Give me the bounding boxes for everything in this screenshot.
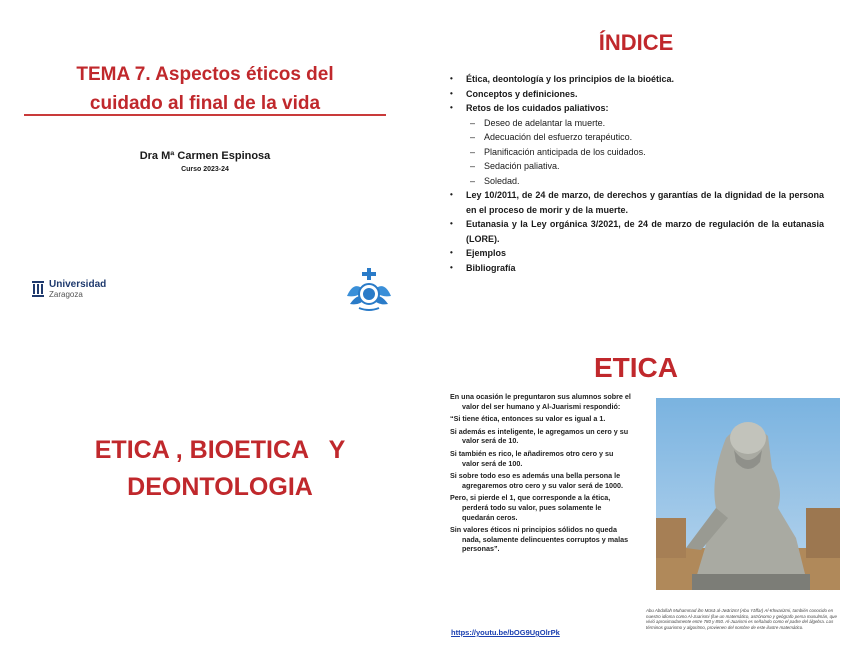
slide-title: [0, 0, 424, 327]
index-subitem: – Soledad.: [448, 174, 824, 189]
index-title: ÍNDICE: [598, 30, 674, 55]
university-logo: [32, 280, 106, 300]
section-title-line-2: DEONTOLOGIA: [127, 473, 313, 501]
slide-index: [424, 0, 848, 327]
index-item: • Retos de los cuidados paliativos:: [448, 101, 824, 116]
youtube-link[interactable]: https://youtu.be/bOG9UgOlrPk: [451, 628, 560, 637]
index-item: • Eutanasia y la Ley orgánica 3/2021, de 24 de marzo de regulación de la eutanasia (LORE).: [448, 217, 824, 246]
university-name: Universidad: [49, 279, 107, 290]
title-line-1: TEMA 7. Aspectos éticos del: [76, 64, 334, 85]
quote-paragraph: Si sobre todo eso es además una bella persona le agregaremos otro cero y su valor será de 1000.: [450, 471, 623, 490]
institution-seal-icon: [344, 266, 394, 312]
index-item: • Ejemplos: [448, 246, 824, 261]
index-subitem: – Adecuación del esfuerzo terapéutico.: [448, 130, 824, 145]
title-divider: [24, 114, 386, 116]
quote-paragraph: En una ocasión le preguntaron sus alumnos sobre el valor del ser humano y Al-Juarismi respondió:: [450, 392, 631, 411]
photo-caption: Abu Abdallah Muhammad ibn Mūsā al-Jwārizmī (Abu Yāffar) Al-Khwarizmi, también conocido en nuestro idioma como Al-Juarismi (fue un matemático, astrónomo y geógrafo persa musulmán, que vivió aproximadamente entre 780 y 850. Al-Juarismi es señalado como el padre del álgebra. Los términos guarismo y algoritmo, provienen del nombre de este ilustre matemático.: [646, 608, 837, 630]
quote-paragraph: “Si tiene ética, entonces su valor es igual a 1.: [450, 414, 606, 424]
index-subitem: – Planificación anticipada de los cuidados.: [448, 145, 824, 160]
index-item: • Ética, deontología y los principios de la bioética.: [448, 72, 824, 87]
slide-title-heading: [24, 60, 386, 118]
title-line-2: cuidado al final de la vida: [89, 93, 321, 114]
index-item: • Conceptos y definiciones.: [448, 87, 824, 102]
index-item: • Ley 10/2011, de 24 de marzo, de derechos y garantías de la dignidad de la persona en el proceso de morir y de la muerte.: [448, 188, 824, 217]
statue-photo: [656, 398, 840, 590]
index-subitem: – Deseo de adelantar la muerte.: [448, 116, 824, 131]
index-subitem: – Sedación paliativa.: [448, 159, 824, 174]
index-item: • Bibliografía: [448, 261, 824, 276]
author-name: Dra Mª Carmen Espinosa: [139, 150, 271, 162]
ethics-title: ETICA: [594, 352, 678, 383]
section-title-line-1: ETICA , BIOETICA Y: [94, 436, 346, 464]
university-city: Zaragoza: [49, 290, 83, 299]
ethics-quote: [450, 392, 632, 557]
university-emblem-icon: [32, 281, 44, 299]
quote-paragraph: Si también es rico, le añadiremos otro cero y su valor será de 100.: [450, 448, 614, 468]
section-title: [50, 432, 390, 506]
course-year: Curso 2023-24: [181, 166, 229, 173]
quote-paragraph: Pero, si pierde el 1, que corresponde a la ética, perderá todo su valor, pues solamente le quedarán ceros.: [450, 493, 611, 522]
slide-ethics: [424, 328, 848, 655]
index-list: [448, 72, 824, 275]
quote-paragraph: Sin valores éticos ni principios sólidos no queda nada, solamente delincuentes corruptos y malas personas”.: [450, 525, 629, 554]
slide-section: [0, 328, 424, 655]
quote-paragraph: Si además es inteligente, le agregamos un cero y su valor será de 10.: [450, 426, 629, 446]
